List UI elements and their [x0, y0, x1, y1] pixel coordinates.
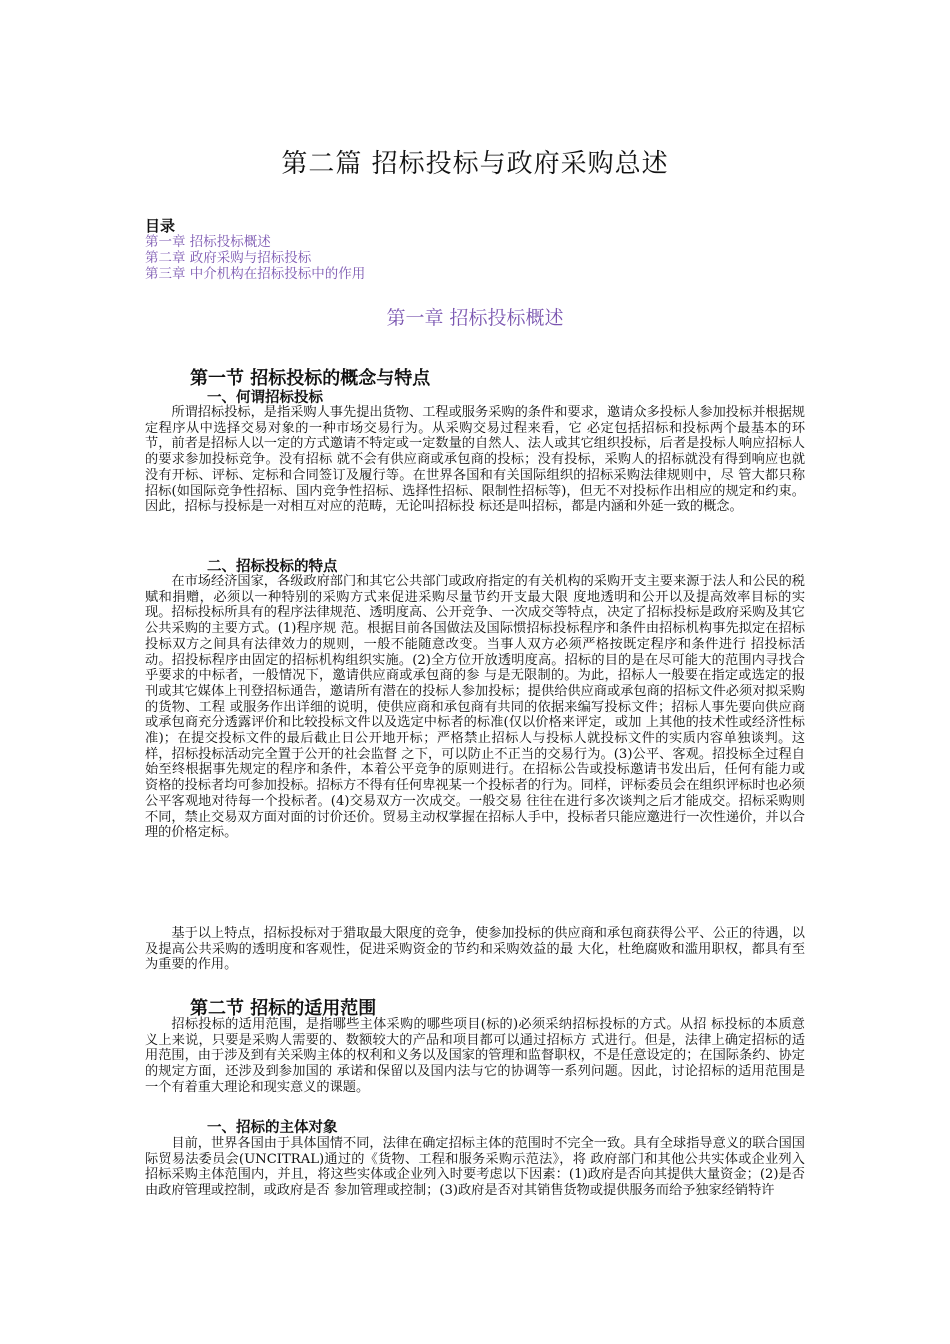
- paragraph-definition: 所谓招标投标，是指采购人事先提出货物、工程或服务采购的条件和要求，邀请众多投标人参加投标并根据规定程序从中选择交易对象的一种市场交易行为。从采购交易过程来看，它 必定包括招标和投标两个最基本的环节，前者是招标人以一定的方式邀请不特定或一定数量的自然人、法人或其它组织投标，后者是投标人响应招标人的要求参加投标竞争。没有招标 就不会有供应商或承包商的投标；没有投标，采购人的招标就没有得到响应也就没有开标、评标、定标和合同签订及履行等。在世界各国和有关国际组织的招标采购法律规则中，尽 管大都只称招标(如国际竞争性招标、国内竞争性招标、选择性招标、限制性招标等)，但无不对投标作出相应的规定和约束。因此，招标与投标是一对相互对应的范畴，无论叫招标投 标还是叫招标，都是内涵和外延一致的概念。: [145, 405, 805, 515]
- paragraph-scope: 招标投标的适用范围，是指哪些主体采购的哪些项目(标的)必须采纳招标投标的方式。从招 标投标的本质意义上来说，只要是采购人需要的、数额较大的产品和项目都可以通过招标方 式进行。但是，法律上确定招标的适用范围，由于涉及到有关采购主体的权利和义务以及国家的管理和监督职权，不是任意设定的；在国际条约、协定的规定方面，还涉及到参加国的 承诺和保留以及国内法与它的协调等一系列问题。因此，讨论招标的适用范围是一个有着重大理论和现实意义的课题。: [145, 1017, 805, 1095]
- chapter-1-title: 第一章 招标投标概述: [386, 307, 564, 329]
- toc-link-chapter-2[interactable]: 第二章 政府采购与招标投标: [145, 250, 312, 266]
- table-of-contents: [145, 234, 365, 282]
- document-title: 第二篇 招标投标与政府采购总述: [281, 149, 669, 179]
- subsection-1-2-title: 二、招标投标的特点: [207, 559, 338, 575]
- paragraph-subjects: 目前，世界各国由于具体国情不同，法律在确定招标主体的范围时不完全一致。具有全球指导意义的联合国国际贸易法委员会(UNCITRAL)通过的《货物、工程和服务采购示范法》，将 政府部门和其他公共实体或企业列入招标采购主体范围内，并且，将这些实体或企业列入时要考虑以下因素：(1)政府是否向其提供大量资金；(2)是否由政府管理或控制，或政府是否 参加管理或控制；(3)政府是否对其销售货物或提供服务而给予独家经销特许: [145, 1136, 805, 1199]
- toc-link-chapter-3[interactable]: 第三章 中介机构在招标投标中的作用: [145, 266, 366, 282]
- toc-link-chapter-1[interactable]: 第一章 招标投标概述: [145, 234, 271, 250]
- toc-heading: 目录: [145, 217, 176, 235]
- paragraph-features: 在市场经济国家，各级政府部门和其它公共部门或政府指定的有关机构的采购开支主要来源于法人和公民的税赋和捐赠，必须以一种特别的采购方式来促进采购尽量节约开支最大限 度地透明和公开以及提高效率目标的实现。招标投标所具有的程序法律规范、透明度高、公开竞争、一次成交等特点，决定了招标投标是政府采购及其它公共采购的主要方式。(1)程序规 范。根据目前各国做法及国际惯招标投标程序和条件由招标机构事先拟定在招标投标双方之间具有法律效力的规则，一般不能随意改变。当事人双方必须严格按既定程序和条件进行 招投标活动。招投标程序由固定的招标机构组织实施。(2)全方位开放透明度高。招标的目的是在尽可能大的范围内寻找合乎要求的中标者，一般情况下，邀请供应商或承包商的参 与是无限制的。为此，招标人一般要在指定或选定的报刊或其它媒体上刊登招标通告，邀请所有潜在的投标人参加投标；提供给供应商或承包商的招标文件必须对拟采购的货物、工程 或服务作出详细的说明，使供应商和承包商有共同的依据来编写投标文件；招标人事先要向供应商或承包商充分透露评价和比较投标文件以及选定中标者的标准(仅以价格来评定，或加 上其他的技术性或经济性标准)；在提交投标文件的最后截止日公开地开标；严格禁止招标人与投标人就投标文件的实质内容单独谈判。这样，招标投标活动完全置于公开的社会监督 之下，可以防止不正当的交易行为。(3)公平、客观。招投标全过程自始至终根据事先规定的程序和条件，本着公平竞争的原则进行。在招标公告或投标邀请书发出后，任何有能力或 资格的投标者均可参加投标。招标方不得有任何卑视某一个投标者的行为。同样，评标委员会在组织评标时也必须公平客观地对待每一个投标者。(4)交易双方一次成交。一般交易 往往在进行多次谈判之后才能成交。招标采购则不同，禁止交易双方面对面的讨价还价。贸易主动权掌握在招标人手中，投标者只能应邀进行一次性递价，并以合理的价格定标。: [145, 574, 805, 841]
- paragraph-features-summary: 基于以上特点，招标投标对于猎取最大限度的竞争，使参加投标的供应商和承包商获得公平、公正的待遇，以及提高公共采购的透明度和客观性，促进采购资金的节约和采购效益的最 大化，杜绝腐败和滥用职权，都具有至为重要的作用。: [145, 926, 805, 973]
- subsection-1-1-title: 一、何谓招标投标: [207, 390, 323, 406]
- section-2-title: 第二节 招标的适用范围: [190, 998, 377, 1019]
- subsection-2-1-title: 一、招标的主体对象: [207, 1120, 338, 1136]
- section-1-title: 第一节 招标投标的概念与特点: [190, 368, 431, 389]
